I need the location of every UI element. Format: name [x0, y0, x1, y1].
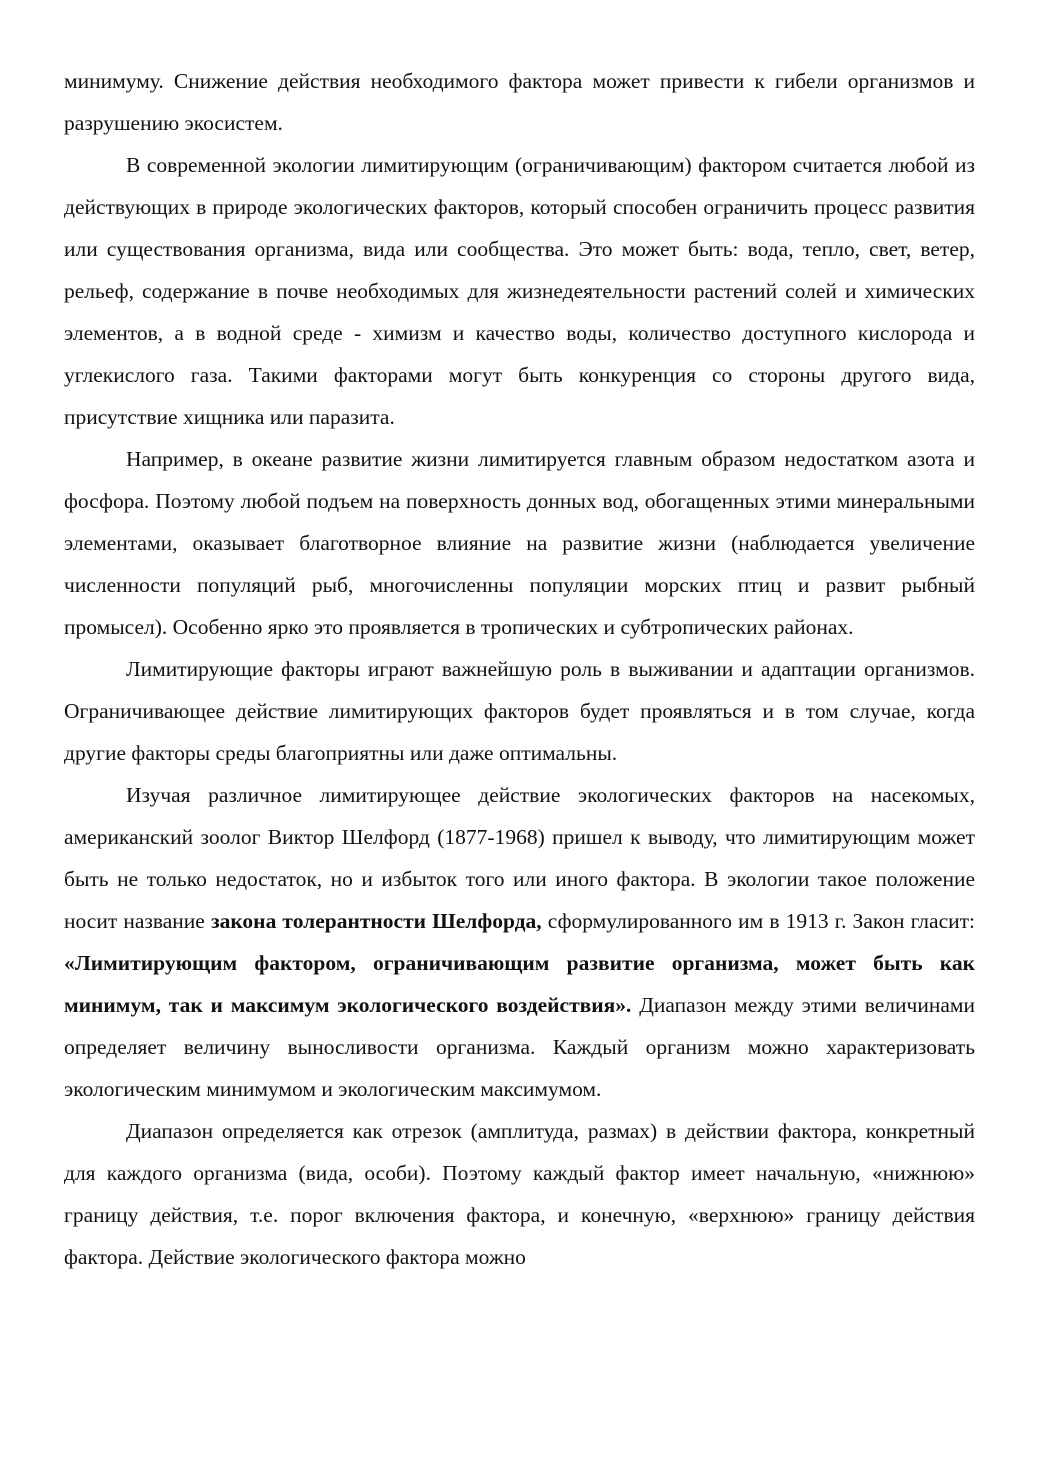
paragraph-4-text: Лимитирующие факторы играют важнейшую роль в выживании и адаптации организмов. Ограничивающее действие лимитирующих факторов будет проявляться и в том случае, когда другие факторы среды благоприятны или даже оптимальны.	[64, 657, 975, 765]
paragraph-2	[64, 144, 975, 438]
paragraph-6-text: Диапазон определяется как отрезок (амплитуда, размах) в действии фактора, конкретный для каждого организма (вида, особи). Поэтому каждый фактор имеет начальную, «нижнюю» границу действия, т.е. порог включения фактора, и конечную, «верхнюю» границу действия фактора. Действие экологического фактора можно	[64, 1119, 975, 1269]
paragraph-5-text-a: Изучая различное лимитирующее действие экологических факторов на насекомых, американский зоолог Виктор Шелфорд (1877-1968) пришел к выводу, что лимитирующим может быть не только недостаток, но и избыток того или иного фактора. В экологии такое положение носит название	[64, 783, 975, 933]
shelford-law-name: закона толерантности Шелфорда,	[210, 909, 542, 933]
paragraph-6	[64, 1110, 975, 1278]
paragraph-5-text-c: Диапазон между этими величинами определяет величину выносливости организма. Каждый организм можно характеризовать экологическим минимумом и экологическим максимумом.	[64, 993, 975, 1101]
paragraph-1-text: минимуму. Снижение действия необходимого фактора может привести к гибели организмов и разрушению экосистем.	[64, 69, 975, 135]
paragraph-5	[64, 774, 975, 1110]
paragraph-1	[64, 60, 975, 144]
paragraph-2-text: В современной экологии лимитирующим (ограничивающим) фактором считается любой из действующих в природе экологических факторов, который способен ограничить процесс развития или существования организма, вида или сообщества. Это может быть: вода, тепло, свет, ветер, рельеф, содержание в почве необходимых для жизнедеятельности растений солей и химических элементов, а в водной среде - химизм и качество воды, количество доступного кислорода и углекислого газа. Такими факторами могут быть конкуренция со стороны другого вида, присутствие хищника или паразита.	[64, 153, 975, 429]
paragraph-3	[64, 438, 975, 648]
paragraph-3-text: Например, в океане развитие жизни лимитируется главным образом недостатком азота и фосфора. Поэтому любой подъем на поверхность донных вод, обогащенных этими минеральными элементами, оказывает благотворное влияние на развитие жизни (наблюдается увеличение численности популяций рыб, многочисленны популяции морских птиц и развит рыбный промысел). Особенно ярко это проявляется в тропических и субтропических районах.	[64, 447, 975, 639]
shelford-law-statement: «Лимитирующим фактором, ограничивающим развитие организма, может быть как минимум, так и максимум экологического воздействия».	[64, 951, 975, 1017]
paragraph-4	[64, 648, 975, 774]
paragraph-5-text-b: сформулированного им в 1913 г. Закон гласит:	[541, 909, 975, 933]
